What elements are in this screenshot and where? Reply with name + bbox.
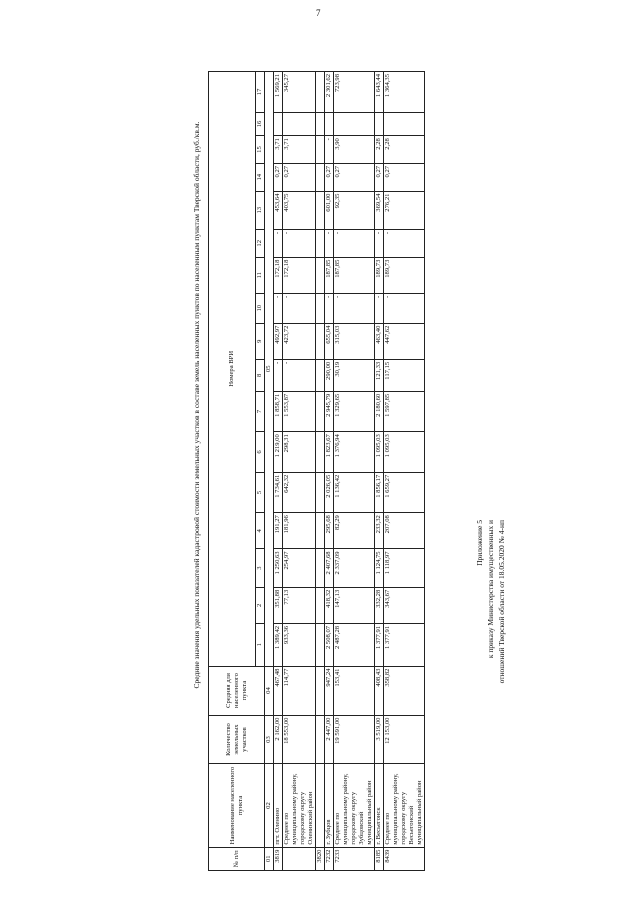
row-value-cell: 351,88 (274, 587, 283, 623)
cadastral-table (208, 71, 425, 871)
row-avg-cell: 114,77 (283, 666, 316, 715)
row-value-cell: 254,97 (283, 549, 316, 587)
row-value-cell: - (325, 229, 334, 257)
row-avg-cell: 153,41 (334, 666, 375, 715)
row-value-cell (316, 112, 325, 135)
row-value-cell: - (274, 293, 283, 323)
vri-number-cell: 3 (256, 549, 265, 587)
row-avg-cell (316, 666, 325, 715)
code-cell: 03 (265, 715, 274, 764)
row-value-cell (316, 587, 325, 623)
row-value-cell (384, 112, 425, 135)
vri-number-cell: 8 (256, 359, 265, 391)
row-count-cell: 18 553,00 (283, 715, 316, 764)
table-row (316, 72, 325, 871)
row-value-cell: 0,27 (375, 163, 384, 191)
code-cell: 01 (265, 847, 274, 870)
row-avg-cell: 467,48 (274, 666, 283, 715)
row-value-cell: 92,35 (334, 191, 375, 229)
row-value-cell (375, 112, 384, 135)
table-row (283, 72, 316, 871)
row-value-cell (316, 391, 325, 431)
annex-line-1: к приказу Министерства имущественных и (486, 520, 495, 659)
vri-number-cell: 9 (256, 323, 265, 359)
row-name-cell: Среднее по муниципальному району, городскому округу Весьегонский муниципальный район (384, 764, 425, 847)
row-value-cell (316, 513, 325, 549)
row-value-cell: 453,64 (274, 191, 283, 229)
row-count-cell: 3 519,00 (375, 715, 384, 764)
row-number-cell: 8185 (375, 847, 384, 870)
row-value-cell: 2,28 (384, 136, 425, 164)
row-value-cell: 1 095,03 (375, 432, 384, 472)
row-value-cell (316, 323, 325, 359)
header-name: Наименование населенного пункта (209, 764, 265, 847)
row-name-cell: г. Зубцов (325, 764, 334, 847)
row-value-cell: 172,18 (274, 257, 283, 293)
row-value-cell: 298,31 (283, 432, 316, 472)
row-value-cell: 642,32 (283, 472, 316, 512)
header-row (209, 72, 256, 871)
row-value-cell: 332,28 (375, 587, 384, 623)
row-value-cell: 187,85 (334, 257, 375, 293)
row-count-cell: 2 162,00 (274, 715, 283, 764)
row-number-cell: 3820 (316, 847, 325, 870)
row-value-cell (316, 136, 325, 164)
table-row (384, 72, 425, 871)
row-value-cell: 1 329,65 (334, 391, 375, 431)
row-value-cell: 1 118,97 (384, 549, 425, 587)
row-value-cell (316, 293, 325, 323)
vri-number-cell: 4 (256, 513, 265, 549)
row-value-cell: 1 734,61 (274, 472, 283, 512)
row-value-cell: 207,08 (384, 513, 425, 549)
code-row (265, 72, 274, 871)
row-value-cell (316, 191, 325, 229)
vri-number-cell: 17 (256, 72, 265, 113)
row-value-cell (316, 72, 325, 113)
row-value-cell: - (274, 229, 283, 257)
row-value-cell: - (325, 136, 334, 164)
row-value-cell: 30,19 (334, 359, 375, 391)
row-count-cell: 12 153,00 (384, 715, 425, 764)
vri-number-cell: 10 (256, 293, 265, 323)
row-name-cell: пгт. Оленино (274, 764, 283, 847)
row-value-cell: - (384, 229, 425, 257)
page-mark: 7 (316, 8, 321, 18)
row-value-cell: 2 301,62 (325, 72, 334, 113)
row-count-cell: 2 447,00 (325, 715, 334, 764)
row-value-cell: 147,13 (334, 587, 375, 623)
row-number-cell: 7232 (325, 847, 334, 870)
row-value-cell: 1 377,91 (375, 623, 384, 666)
row-value-cell (316, 472, 325, 512)
row-value-cell: 0,27 (283, 163, 316, 191)
row-value-cell: 447,62 (384, 323, 425, 359)
header-count: Количество земельных участков (209, 715, 265, 764)
row-value-cell: - (384, 293, 425, 323)
row-value-cell: 369,54 (375, 191, 384, 229)
row-count-cell: 19 591,00 (334, 715, 375, 764)
row-value-cell: 2,28 (375, 136, 384, 164)
row-value-cell: 1 389,42 (274, 623, 283, 666)
vri-number-cell: 14 (256, 163, 265, 191)
row-value-cell: 2 945,79 (325, 391, 334, 431)
table-row (334, 72, 375, 871)
row-name-cell: Среднее по муниципальному району, городскому округу Оленинский район (283, 764, 316, 847)
table-row (274, 72, 283, 871)
row-value-cell: 187,85 (325, 257, 334, 293)
row-value-cell: 0,27 (274, 163, 283, 191)
row-value-cell: 3,71 (274, 136, 283, 164)
annex-title: Приложение 5 (475, 520, 484, 566)
row-value-cell: 1 597,85 (384, 391, 425, 431)
row-number-cell: 3819 (274, 847, 283, 870)
row-value-cell: 189,73 (375, 257, 384, 293)
vri-number-cell: 1 (256, 623, 265, 666)
row-value-cell: 276,21 (384, 191, 425, 229)
row-value-cell: 1 553,87 (283, 391, 316, 431)
row-value-cell: 3,90 (334, 136, 375, 164)
row-avg-cell: 947,24 (325, 666, 334, 715)
table-row (375, 72, 384, 871)
row-avg-cell: 408,43 (375, 666, 384, 715)
row-value-cell (316, 549, 325, 587)
row-value-cell: 1 856,17 (375, 472, 384, 512)
row-value-cell: 1 124,75 (375, 549, 384, 587)
vri-number-cell: 16 (256, 112, 265, 135)
row-value-cell: 1 659,27 (384, 472, 425, 512)
row-value-cell (316, 163, 325, 191)
row-value-cell: 655,04 (325, 323, 334, 359)
row-value-cell: 1 364,35 (384, 72, 425, 113)
row-value-cell: 403,75 (283, 191, 316, 229)
row-value-cell: 121,33 (375, 359, 384, 391)
code-cell: 04 (265, 666, 274, 715)
row-value-cell: - (283, 229, 316, 257)
row-number-cell: 8439 (384, 847, 425, 870)
row-value-cell: 1 376,94 (334, 432, 375, 472)
code-cell: 05 (265, 72, 274, 667)
row-value-cell: 1 377,91 (384, 623, 425, 666)
row-value-cell: - (325, 293, 334, 323)
row-value-cell: 0,27 (325, 163, 334, 191)
vri-number-cell: 5 (256, 472, 265, 512)
row-value-cell: 117,15 (384, 359, 425, 391)
row-value-cell: 2 026,05 (325, 472, 334, 512)
row-value-cell: 1 858,71 (274, 391, 283, 431)
row-value-cell: 463,40 (375, 323, 384, 359)
row-value-cell: - (283, 293, 316, 323)
header-avg: Средняя для населенного пункта (209, 666, 265, 715)
row-avg-cell: 358,82 (384, 666, 425, 715)
table-caption: Средние значения удельных показателей кадастровой стоимости земельных участков в составе земель населенных пунктов по населенным пунктам Тверской области, руб./кв.м. (192, 121, 201, 689)
row-value-cell: 418,32 (325, 587, 334, 623)
header-vri: Номера ВРИ (209, 72, 256, 667)
row-value-cell: 82,29 (334, 513, 375, 549)
row-value-cell (316, 623, 325, 666)
row-value-cell: - (375, 229, 384, 257)
row-value-cell: 1 643,44 (375, 72, 384, 113)
row-value-cell: - (283, 359, 316, 391)
row-value-cell (316, 432, 325, 472)
row-value-cell: 233,32 (375, 513, 384, 549)
row-number-cell: 7233 (334, 847, 375, 870)
row-value-cell: 2 407,68 (325, 549, 334, 587)
row-name-cell: Среднее по муниципальному району, городскому округу Зубцовский муниципальный район (334, 764, 375, 847)
row-value-cell: 723,98 (334, 72, 375, 113)
row-value-cell: 2 180,60 (375, 391, 384, 431)
vri-number-cell: 2 (256, 587, 265, 623)
row-name-cell (316, 764, 325, 847)
row-value-cell: 343,67 (384, 587, 425, 623)
code-cell: 02 (265, 764, 274, 847)
row-value-cell: - (334, 293, 375, 323)
row-value-cell: 172,18 (283, 257, 316, 293)
annex-line-2: отношений Тверской области от 18.05.2020 № 4-нп (497, 520, 506, 684)
row-value-cell: 1 095,03 (384, 432, 425, 472)
row-value-cell: 191,27 (274, 513, 283, 549)
row-value-cell: 1 250,63 (274, 549, 283, 587)
row-value-cell (325, 112, 334, 135)
row-value-cell: 933,36 (283, 623, 316, 666)
row-value-cell (316, 229, 325, 257)
row-value-cell: 1 823,67 (325, 432, 334, 472)
row-value-cell: 2 487,28 (334, 623, 375, 666)
vri-number-cell: 12 (256, 229, 265, 257)
table-row (325, 72, 334, 871)
row-value-cell (316, 359, 325, 391)
row-value-cell: 295,68 (325, 513, 334, 549)
row-number-cell (283, 847, 316, 870)
table-body (274, 72, 425, 871)
row-value-cell: 189,73 (384, 257, 425, 293)
row-value-cell: 3,71 (283, 136, 316, 164)
row-value-cell (274, 112, 283, 135)
row-value-cell: 77,13 (283, 587, 316, 623)
row-value-cell: 2 508,07 (325, 623, 334, 666)
row-value-cell: 601,00 (325, 191, 334, 229)
vri-number-cell: 15 (256, 136, 265, 164)
vri-number-cell: 13 (256, 191, 265, 229)
row-value-cell (316, 257, 325, 293)
vri-number-cell: 7 (256, 391, 265, 431)
row-value-cell: 0,27 (334, 163, 375, 191)
row-value-cell: 315,03 (334, 323, 375, 359)
row-count-cell (316, 715, 325, 764)
vri-number-cell: 11 (256, 257, 265, 293)
row-value-cell: 1 219,00 (274, 432, 283, 472)
row-value-cell: - (334, 229, 375, 257)
row-value-cell: 492,97 (274, 323, 283, 359)
row-value-cell (283, 112, 316, 135)
row-value-cell: - (274, 359, 283, 391)
vri-number-cell: 6 (256, 432, 265, 472)
row-value-cell: 1 569,21 (274, 72, 283, 113)
row-value-cell: 2 337,09 (334, 549, 375, 587)
row-value-cell: 0,27 (384, 163, 425, 191)
row-value-cell: 181,96 (283, 513, 316, 549)
row-value-cell: 290,00 (325, 359, 334, 391)
header-n: № п/п (209, 847, 265, 870)
row-value-cell: 423,72 (283, 323, 316, 359)
row-value-cell (334, 112, 375, 135)
annex-block (474, 520, 507, 780)
row-value-cell: 345,27 (283, 72, 316, 113)
row-name-cell: г. Весьегонск (375, 764, 384, 847)
row-value-cell: 1 136,42 (334, 472, 375, 512)
row-value-cell: - (375, 293, 384, 323)
